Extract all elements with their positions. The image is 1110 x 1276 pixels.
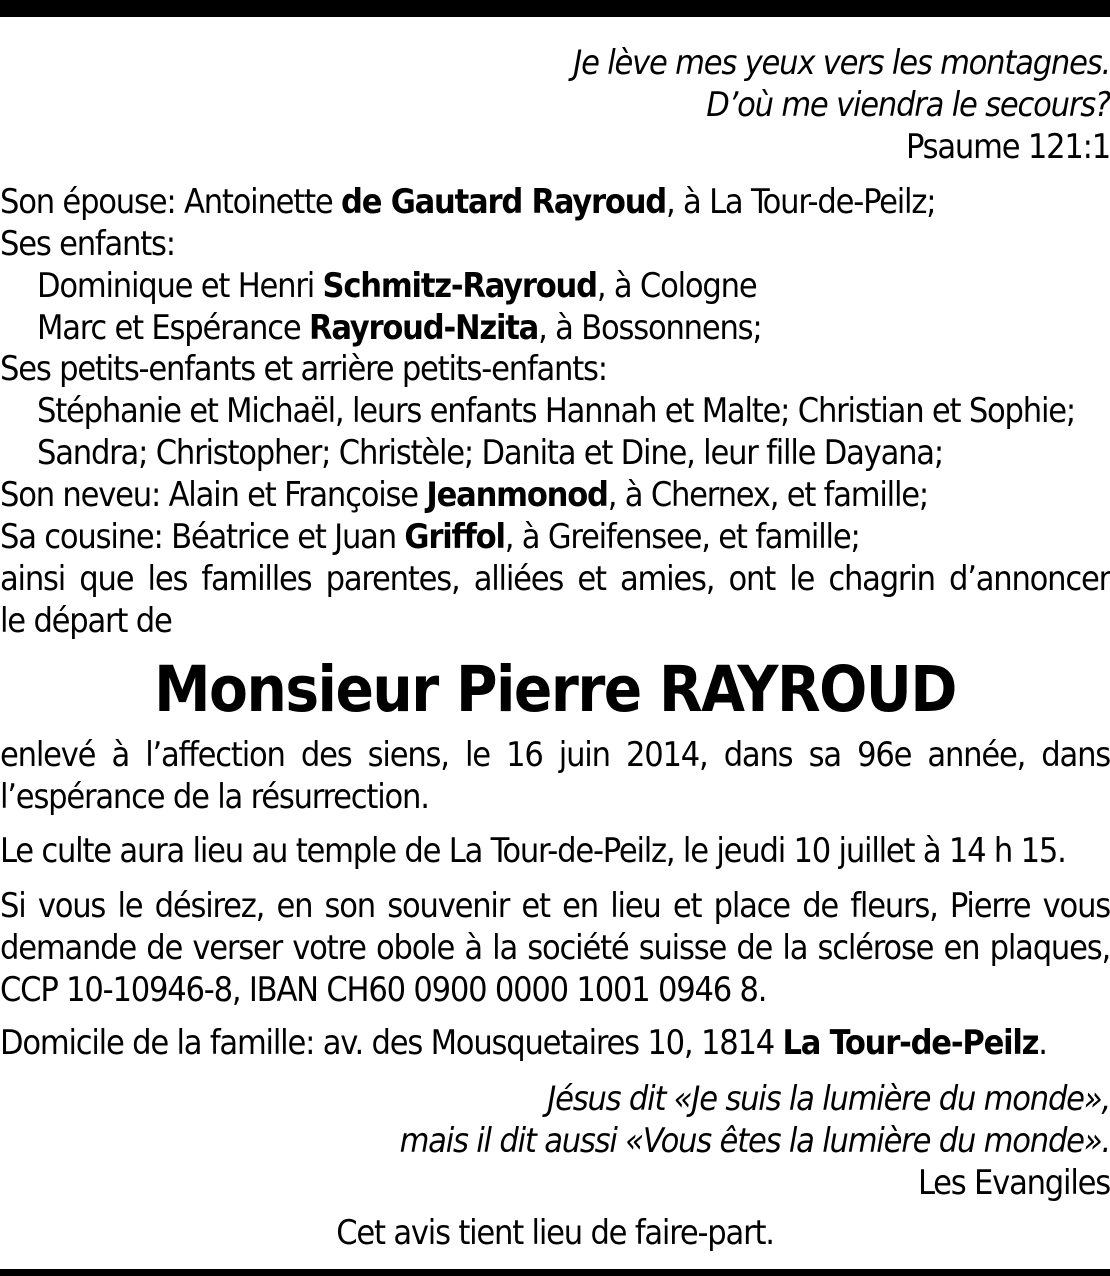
child-line-1: Dominique et Henri Schmitz-Rayroud, à Cologne [37,266,757,306]
grandchildren-label: Ses petits-enfants et arrière petits-enfants: [0,349,607,389]
top-rule [0,0,1110,17]
service-line: Le culte aura lieu au temple de La Tour-de-Peilz, le jeudi 10 juillet à 14 h 15. [0,831,1066,871]
bottom-rule [0,1269,1110,1276]
domicile-line: Domicile de la famille: av. des Mousquetaires 10, 1814 La Tour-de-Peilz. [0,1023,1047,1063]
epigraph-line-1: Je lève mes yeux vers les montagnes. [573,43,1110,83]
domicile-place: La Tour-de-Peilz [782,1023,1039,1063]
notice-line: Cet avis tient lieu de faire-part. [336,1213,774,1253]
grandchildren-line-1: Stéphanie et Michaël, leurs enfants Hannah et Malte; Christian et Sophie; [37,391,1076,431]
death-line-1: enlevé à l’affection des siens, le 16 juin 2014, dans sa 96e année, dans [0,735,1110,775]
child-2-name: Rayroud-Nzita [308,308,539,348]
donation-line-2: demande de verser votre obole à la société suisse de la sclérose en plaques, [0,928,1110,968]
spouse-line: Son épouse: Antoinette de Gautard Rayroud, à La Tour-de-Peilz; [0,182,936,222]
donation-line-3: CCP 10-10946-8, IBAN CH60 0900 0000 1001 0946 8. [0,970,767,1010]
epigraph-reference: Psaume 121:1 [906,127,1110,167]
announcement-line-1: ainsi que les familles parentes, alliées et amies, ont le chagrin d’annoncer [0,559,1110,599]
announcement-line-2: le départ de [0,601,172,641]
death-line-2: l’espérance de la résurrection. [0,777,429,817]
child-line-2: Marc et Espérance Rayroud-Nzita, à Bossonnens; [37,308,762,348]
child-1-name: Schmitz-Rayroud [322,266,597,306]
nephew-name: Jeanmonod [426,475,608,515]
nephew-line: Son neveu: Alain et Françoise Jeanmonod, à Chernex, et famille; [0,475,928,515]
children-label: Ses enfants: [0,224,175,264]
deceased-name: Monsieur Pierre RAYROUD [154,653,956,726]
cousin-name: Griffol [404,517,505,557]
cousin-line: Sa cousine: Béatrice et Juan Griffol, à Greifensee, et famille; [0,517,860,557]
closing-quote-line-1: Jésus dit «Je suis la lumière du monde», [547,1079,1110,1119]
closing-quote-line-2: mais il dit aussi «Vous êtes la lumière du monde». [399,1121,1110,1161]
epigraph-line-2: D’où me viendra le secours? [706,85,1110,125]
donation-line-1: Si vous le désirez, en son souvenir et en lieu et place de fleurs, Pierre vous [0,886,1110,926]
grandchildren-line-2: Sandra; Christopher; Christèle; Danita et Dine, leur fille Dayana; [37,433,943,473]
spouse-name: de Gautard Rayroud [341,182,666,222]
closing-quote-source: Les Evangiles [917,1163,1110,1203]
